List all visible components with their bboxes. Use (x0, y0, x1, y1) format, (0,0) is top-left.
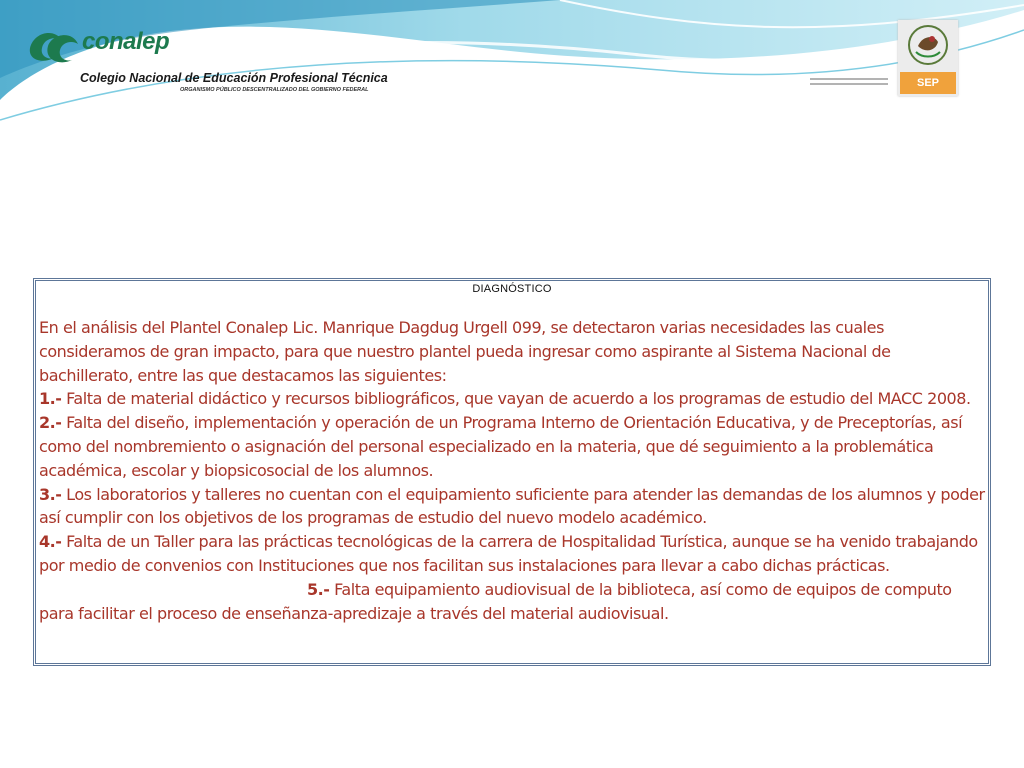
diagnostic-body (39, 316, 985, 625)
mexican-seal-icon (906, 24, 950, 66)
conalep-wordmark: conalep (82, 28, 170, 55)
diagnostic-item-1 (39, 387, 985, 411)
item-text: Falta equipamiento audiovisual de la biblioteca, así como de equipos de computo para facilitar el proceso de enseñanza-apredizaje a través del material audiovisual. (39, 579, 952, 623)
diagnostic-heading: DIAGNÓSTICO (472, 283, 552, 295)
item-text: Falta de material didáctico y recursos bibliográficos, que vayan de acuerdo a los programas de estudio del MACC 2008. (61, 389, 971, 409)
item-text: Falta del diseño, implementación y operación de un Programa Interno de Orientación Educativa, y de Preceptorías, así como del nombremiento o asignación del personal especializado en la materia, que dé seguimiento a la problemática académica, escolar y biopsicosocial de los alumnos. (39, 413, 963, 480)
sep-caption-lines (810, 78, 888, 88)
diagnostic-item-4-5 (39, 530, 985, 625)
sep-label: SEP (900, 72, 956, 94)
item-number: 4.- (39, 532, 62, 552)
item-number: 5.- (307, 579, 330, 599)
item-number: 1.- (39, 389, 62, 409)
diagnostic-item-2 (39, 411, 985, 482)
institution-name: Colegio Nacional de Educación Profesional Técnica (80, 71, 388, 85)
diagnostic-intro: En el análisis del Plantel Conalep Lic. Manrique Dagdug Urgell 099, se detectaron varias necesidades las cuales consideramos de gran impacto, para que nuestro plantel pueda ingresar como aspirante al Sistema Nacional de bachillerato, entre las que destacamos las siguientes: (39, 318, 891, 385)
item-number: 3.- (39, 484, 62, 504)
item-text: Falta de un Taller para las prácticas tecnológicas de la carrera de Hospitalidad Turística, aunque se ha venido trabajando por medio de convenios con Instituciones que nos facilitan sus instalaciones para llevar a cabo dichas prácticas. (39, 532, 978, 575)
institution-subtitle: ORGANISMO PÚBLICO DESCENTRALIZADO DEL GOBIERNO FEDERAL (180, 87, 369, 93)
diagnostic-box (33, 278, 991, 666)
conalep-logo (28, 26, 388, 106)
item-number: 2.- (39, 413, 62, 433)
item-text: Los laboratorios y talleres no cuentan con el equipamiento suficiente para atender las demandas de los alumnos y poder así cumplir con los objetivos de los programas de estudio del nuevo modelo académico. (39, 484, 985, 528)
sep-logo (898, 20, 958, 96)
conalep-mark-icon (28, 28, 80, 64)
diagnostic-item-3 (39, 483, 985, 531)
